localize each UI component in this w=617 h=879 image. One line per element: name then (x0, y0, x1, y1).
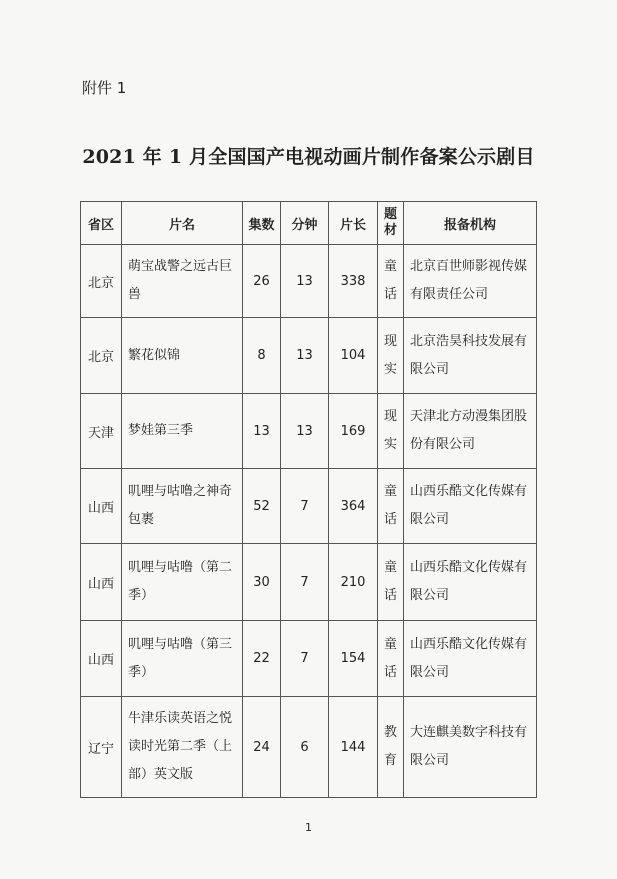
cell-topic: 现实 (378, 318, 404, 394)
cell-minutes: 13 (281, 318, 329, 394)
cell-province: 山西 (81, 544, 122, 621)
cell-length: 364 (329, 469, 378, 544)
cell-province: 北京 (81, 318, 122, 394)
cell-topic: 现实 (378, 394, 404, 469)
cell-name: 叽哩与咕噜之神奇包裹 (122, 469, 243, 544)
cell-topic: 童话 (378, 621, 404, 697)
cell-topic: 童话 (378, 469, 404, 544)
cell-length: 154 (329, 621, 378, 697)
cell-episodes: 13 (243, 394, 281, 469)
cell-topic: 童话 (378, 245, 404, 318)
header-org: 报备机构 (404, 202, 537, 245)
table-header-row (81, 202, 537, 245)
table-row (81, 697, 537, 798)
document-title: 2021 年 1 月全国国产电视动画片制作备案公示剧目 (82, 146, 535, 168)
cell-name: 牛津乐读英语之悦读时光第二季（上部）英文版 (122, 697, 243, 798)
table-row (81, 544, 537, 621)
cell-province: 北京 (81, 245, 122, 318)
cell-episodes: 22 (243, 621, 281, 697)
cell-minutes: 7 (281, 544, 329, 621)
cell-minutes: 13 (281, 394, 329, 469)
header-name: 片名 (122, 202, 243, 245)
cell-org: 天津北方动漫集团股份有限公司 (404, 394, 537, 469)
table-row (81, 394, 537, 469)
table-row (81, 621, 537, 697)
cell-episodes: 24 (243, 697, 281, 798)
cell-minutes: 6 (281, 697, 329, 798)
cell-org: 山西乐酷文化传媒有限公司 (404, 469, 537, 544)
cell-org: 山西乐酷文化传媒有限公司 (404, 544, 537, 621)
attachment-label: 附件 1 (82, 79, 127, 97)
record-table (80, 201, 537, 798)
cell-province: 山西 (81, 469, 122, 544)
header-province: 省区 (81, 202, 122, 245)
header-topic (378, 202, 404, 245)
header-topic-line2: 材 (383, 223, 397, 238)
cell-topic: 童话 (378, 544, 404, 621)
cell-province: 山西 (81, 621, 122, 697)
cell-minutes: 13 (281, 245, 329, 318)
cell-province: 辽宁 (81, 697, 122, 798)
cell-topic: 教育 (378, 697, 404, 798)
cell-length: 338 (329, 245, 378, 318)
table-row (81, 245, 537, 318)
cell-episodes: 8 (243, 318, 281, 394)
cell-minutes: 7 (281, 469, 329, 544)
cell-org: 北京浩昊科技发展有限公司 (404, 318, 537, 394)
cell-length: 169 (329, 394, 378, 469)
cell-name: 梦娃第三季 (122, 394, 243, 469)
table-row (81, 469, 537, 544)
cell-org: 北京百世师影视传媒有限责任公司 (404, 245, 537, 318)
cell-length: 144 (329, 697, 378, 798)
header-minutes: 分钟 (281, 202, 329, 245)
table-row (81, 318, 537, 394)
header-episodes: 集数 (243, 202, 281, 245)
cell-name: 叽哩与咕噜（第三季） (122, 621, 243, 697)
header-topic-line1: 题 (383, 207, 397, 222)
cell-org: 山西乐酷文化传媒有限公司 (404, 621, 537, 697)
cell-episodes: 52 (243, 469, 281, 544)
cell-minutes: 7 (281, 621, 329, 697)
cell-province: 天津 (81, 394, 122, 469)
cell-name: 繁花似锦 (122, 318, 243, 394)
cell-length: 210 (329, 544, 378, 621)
cell-name: 萌宝战警之远古巨兽 (122, 245, 243, 318)
cell-length: 104 (329, 318, 378, 394)
page-number: 1 (305, 821, 312, 834)
cell-episodes: 30 (243, 544, 281, 621)
cell-episodes: 26 (243, 245, 281, 318)
header-length: 片长 (329, 202, 378, 245)
cell-org: 大连麒美数字科技有限公司 (404, 697, 537, 798)
cell-name: 叽哩与咕噜（第二季） (122, 544, 243, 621)
